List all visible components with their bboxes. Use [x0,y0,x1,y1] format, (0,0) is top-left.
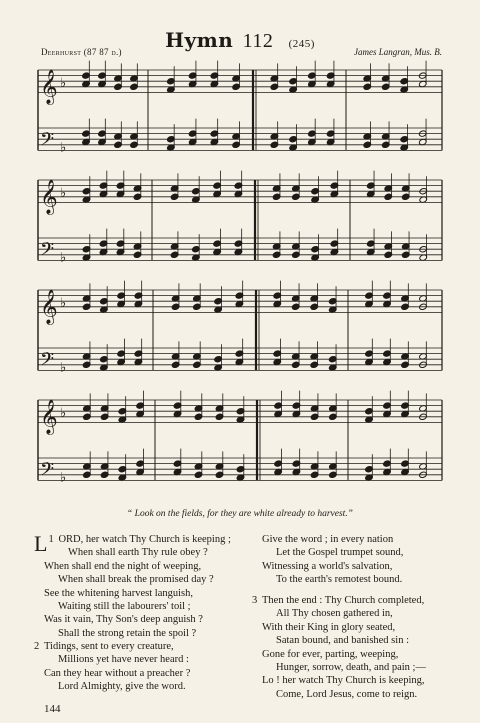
flat-icon: ♭ [60,295,67,311]
verse-line: Can they hear without a preacher ? [44,667,191,679]
verse-3-number: 3 [252,595,258,606]
verse-line: Hunger, sorrow, death, and pain ;— [276,662,426,674]
flat-icon: ♭ [60,140,67,156]
tune-name: Deerhurst (87 87 d.) [41,47,122,57]
bass-clef-icon: 𝄢 [40,239,55,265]
verse-1 [34,533,231,640]
composer-credit: James Langran, Mus. B. [354,47,442,57]
verse-line: Millions yet have never heard : [58,654,189,666]
flat-icon: ♭ [60,405,67,421]
verse-line: Let the Gospel trumpet sound, [276,547,404,559]
treble-clef-icon: 𝄞 [40,69,58,105]
verse-line: When shall end the night of weeping, [44,560,202,572]
verse-line: Come, Lord Jesus, come to reign. [276,688,418,700]
verse-line: Shall the strong retain the spoil ? [58,627,197,639]
verse-line: Then the end : Thy Church completed, [262,595,425,606]
flat-icon: ♭ [60,470,67,486]
verse-line: Tidings, sent to every creature, [44,641,174,652]
flat-icon: ♭ [60,360,67,376]
verse-line: With their King in glory seated, [262,621,396,633]
flat-icon: ♭ [60,250,67,266]
verse-line: Was it vain, Thy Son's deep anguish ? [44,614,203,626]
verse-line: Satan bound, and banished sin : [276,635,409,647]
verse-line: When shall break the promised day ? [58,574,214,586]
page-number: 144 [44,703,61,715]
verse-1-dropcap: L [34,531,48,556]
verse-line: Give the word ; in every nation [262,534,394,545]
verse-3 [252,594,426,701]
verse-2-number: 2 [34,641,40,652]
verse-1-first-line-text: her watch Thy Church is keeping ; [83,534,231,545]
verse-1-number: 1 [48,534,54,545]
flat-icon: ♭ [60,75,67,91]
verse-2-continued [262,533,403,587]
flat-icon: ♭ [60,185,67,201]
treble-clef-icon: 𝄞 [40,399,58,435]
verse-line: See the whitening harvest languish, [44,587,194,599]
verse-line: Waiting still the labourers' toil ; [58,601,191,613]
hymn-word: Hymn [165,28,234,52]
hymn-number: 112 [242,30,274,52]
verse-line: Lord Almighty, give the word. [58,681,186,693]
verse-line: Witnessing a world's salvation, [262,560,393,572]
treble-clef-icon: 𝄞 [40,289,58,325]
hymn-reference: (245) [288,38,315,50]
bass-clef-icon: 𝄢 [40,459,55,485]
verse-line: Lo ! her watch Thy Church is keeping, [262,675,425,687]
verse-1-first-word: ORD, [58,534,84,545]
verse-2 [34,640,190,694]
verse-line: When shall earth Thy rule obey ? [68,547,208,559]
bass-clef-icon: 𝄢 [40,349,55,375]
epigraph: “ Look on the fields, for they are white already to harvest.” [127,509,353,519]
bass-clef-icon: 𝄢 [40,129,55,155]
verse-line: All Thy chosen gathered in, [276,608,393,620]
treble-clef-icon: 𝄞 [40,179,58,215]
verse-line: To the earth's remotest bound. [276,574,403,586]
verse-line: Gone for ever, parting, weeping, [262,648,399,660]
